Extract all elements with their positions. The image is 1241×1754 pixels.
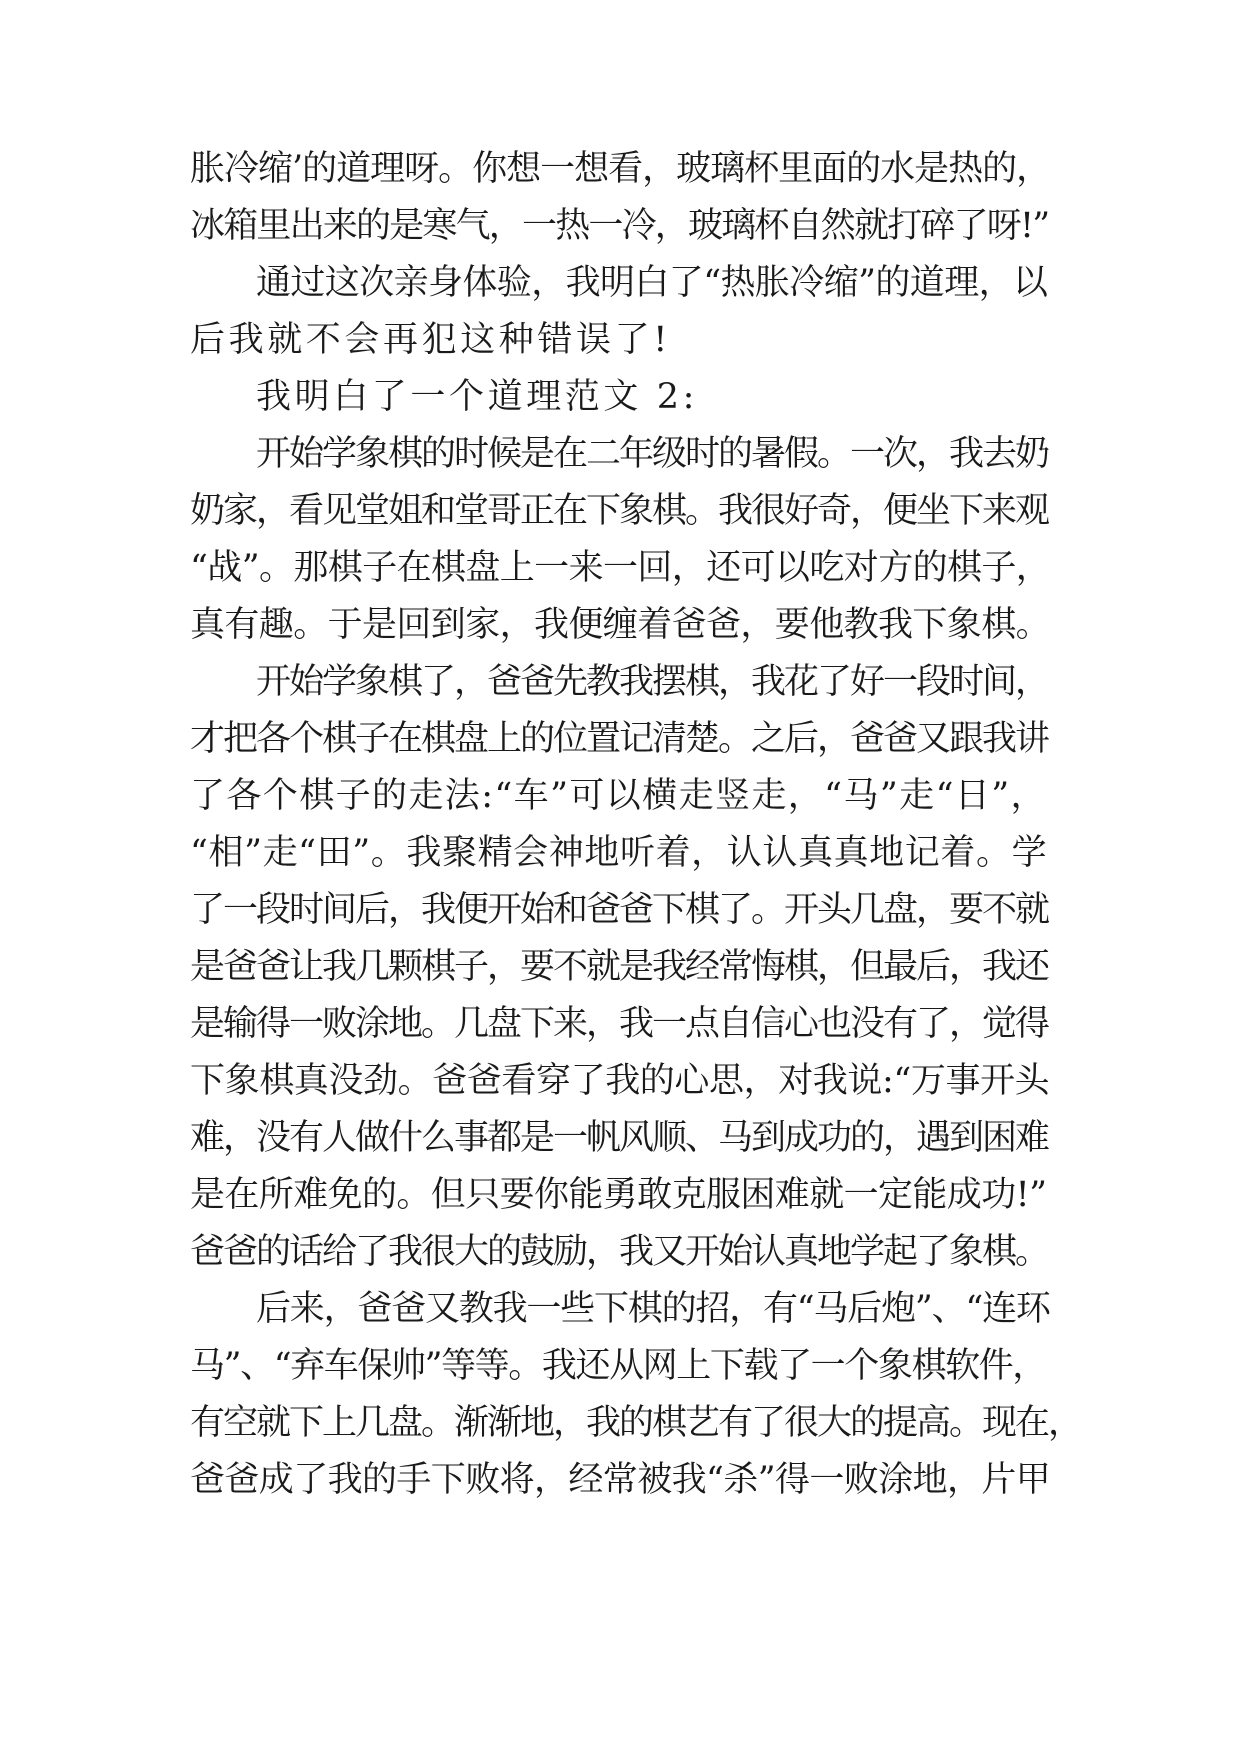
text-line: 爸爸的话给了我很大的鼓励，我又开始认真地学起了象棋。 [190,1232,1049,1272]
text-line: 马”、“弃车保帅”等等。我还从网上下载了一个象棋软件， [190,1346,1046,1386]
paragraph-first-line: 后来，爸爸又教我一些下棋的招，有“马后炮”、“连环 [256,1289,1050,1329]
text-line: 真有趣。于是回到家，我便缠着爸爸，要他教我下象棋。 [190,605,1051,645]
text-line: 爸爸成了我的手下败将，经常被我“杀”得一败涂地，片甲 [190,1460,1051,1500]
text-line: 冰箱里出来的是寒气，一热一冷，玻璃杯自然就打碎了呀!” [190,206,1049,246]
text-line: 后我就不会再犯这种错误了! [190,320,671,360]
text-line: “相”走“田”。我聚精会神地听着，认认真真地记着。学 [190,833,1048,873]
paragraph-first-line: 开始学象棋的时候是在二年级时的暑假。一次，我去奶 [256,434,1049,474]
section-heading: 我明白了一个道理范文 2: [256,377,698,417]
text-line: 是在所难免的。但只要你能勇敢克服困难就一定能成功!” [190,1175,1047,1215]
text-line: “战”。那棋子在棋盘上一来一回，还可以吃对方的棋子， [190,548,1051,588]
text-line: 了一段时间后，我便开始和爸爸下棋了。开头几盘，要不就 [190,890,1049,930]
text-line: 胀冷缩’的道理呀。你想一想看，玻璃杯里面的水是热的， [190,149,1051,189]
text-line: 下象棋真没劲。爸爸看穿了我的心思，对我说:“万事开头 [190,1061,1050,1101]
paragraph-first-line: 通过这次亲身体验，我明白了“热胀冷缩”的道理，以 [256,263,1048,303]
paragraph-first-line: 开始学象棋了，爸爸先教我摆棋，我花了好一段时间， [256,662,1049,702]
text-line: 是爸爸让我几颗棋子，要不就是我经常悔棋，但最后，我还 [190,947,1049,987]
text-line: 难，没有人做什么事都是一帆风顺、马到成功的，遇到困难 [190,1118,1049,1158]
text-line: 才把各个棋子在棋盘上的位置记清楚。之后，爸爸又跟我讲 [190,719,1049,759]
text-line: 奶家，看见堂姐和堂哥正在下象棋。我很好奇，便坐下来观 [190,491,1049,531]
text-line: 是输得一败涂地。几盘下来，我一点自信心也没有了，觉得 [190,1004,1049,1044]
text-line: 有空就下上几盘。渐渐地，我的棋艺有了很大的提高。现在， [190,1403,1082,1443]
text-line: 了各个棋子的走法:“车”可以横走竖走，“马”走“日”， [190,776,1047,816]
